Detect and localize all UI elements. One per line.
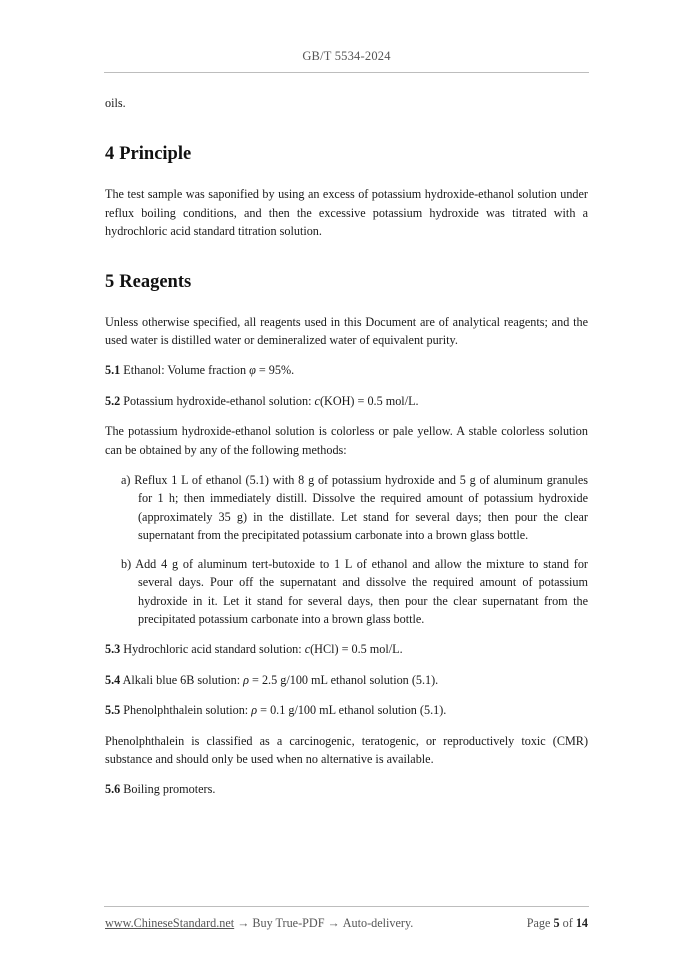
section-5-heading: [105, 271, 588, 293]
clause-5-5-text: Phenolphthalein solution:: [123, 703, 252, 718]
clause-5-1-text: Ethanol: Volume fraction: [123, 363, 250, 378]
page-body: [105, 94, 588, 799]
concentration-symbol: c: [314, 393, 320, 408]
header-divider: [104, 72, 589, 73]
section-5-title: Reagents: [119, 271, 192, 292]
clause-5-4: [105, 671, 588, 689]
phi-symbol: φ: [249, 363, 256, 378]
clause-5-5-number: 5.5: [105, 703, 121, 718]
clause-5-6: [105, 780, 588, 798]
method-a: [105, 471, 588, 545]
clause-5-1-value: = 95%.: [255, 363, 295, 378]
section-5-number: 5: [105, 271, 115, 292]
clause-5-3-value: (HCl) = 0.5 mol/L.: [310, 642, 403, 657]
chinese-standard-link[interactable]: www.ChineseStandard.net: [105, 916, 235, 930]
total-pages: 14: [575, 916, 588, 930]
section-4-number: 4: [105, 144, 115, 165]
section-4-title: Principle: [119, 144, 192, 165]
current-page: 5: [553, 916, 560, 930]
buy-true-pdf-text: Buy True-PDF: [252, 916, 325, 930]
auto-delivery-text: Auto-delivery.: [342, 916, 414, 930]
clause-5-6-text: Boiling promoters.: [123, 782, 216, 797]
rho-symbol: ρ: [251, 703, 258, 718]
method-b: [105, 555, 588, 629]
clause-5-3-number: 5.3: [105, 642, 121, 657]
of-label: of: [562, 916, 573, 930]
rho-symbol: ρ: [243, 672, 249, 687]
clause-5-5: [105, 701, 588, 719]
clause-5-3: [105, 640, 588, 658]
clause-5-2-value: (KOH) = 0.5 mol/L.: [319, 393, 419, 408]
clause-5-1: [105, 361, 588, 379]
arrow-right-icon: →: [327, 916, 340, 930]
footer-links: [105, 916, 413, 931]
clause-5-3-text: Hydrochloric acid standard solution:: [123, 642, 305, 657]
page-label: Page: [526, 916, 551, 930]
section-4-heading: [105, 143, 588, 165]
page-number: [527, 916, 588, 931]
continued-paragraph: oils.: [105, 96, 126, 110]
section-4-body: The test sample was saponified by using an excess of potassium hydroxide-ethanol solution under reflux boiling conditions, and then the excessive potassium hydroxide was titrated with a hydrochloric acid standard titration solution.: [105, 187, 588, 239]
clause-5-4-value: = 2.5 g/100 mL ethanol solution (5.1).: [249, 672, 439, 687]
arrow-right-icon: →: [237, 916, 250, 930]
clause-5-6-number: 5.6: [105, 782, 121, 797]
section-5-intro: Unless otherwise specified, all reagents used in this Document are of analytical reagents; and the used water is distilled water or demineralized water of equivalent purity.: [105, 314, 588, 348]
clause-5-2: [105, 392, 588, 410]
clause-5-2-note: The potassium hydroxide-ethanol solution is colorless or pale yellow. A stable colorless solution can be obtained by any of the following methods:: [105, 424, 588, 457]
method-a-text: Reflux 1 L of ethanol (5.1) with 8 g of potassium hydroxide and 5 g of aluminum granules for 1 h; then immediately distill. Dissolve the required amount of potassium hydroxide (approximately 35 g) in the distillate. Let stand for several days; then pour the clear supernatant from the precipitated potassium carbonate into a brown glass bottle.: [134, 473, 589, 543]
clause-5-4-text: Alkali blue 6B solution:: [122, 672, 244, 687]
footer-divider: [104, 906, 589, 907]
method-b-text: Add 4 g of aluminum tert-butoxide to 1 L of ethanol and allow the mixture to stand for several days. Pour off the supernatant and dissolve the required amount of potassium hydroxide in it. Let it stand for several days, then pour the clear supernatant from the precipitated potassium carbonate into a brown glass bottle.: [135, 556, 588, 626]
concentration-symbol: c: [304, 642, 311, 657]
clause-5-1-number: 5.1: [105, 363, 121, 378]
clause-5-5-value: = 0.1 g/100 mL ethanol solution (5.1).: [257, 703, 447, 718]
page-footer: [105, 916, 588, 931]
clause-5-2-text: Potassium hydroxide-ethanol solution:: [123, 393, 315, 408]
document-code-header: GB/T 5534-2024: [302, 49, 391, 63]
method-a-label: a): [121, 473, 131, 488]
clause-5-2-number: 5.2: [105, 393, 121, 408]
clause-5-4-number: 5.4: [105, 672, 121, 687]
method-b-label: b): [121, 556, 132, 571]
clause-5-5-note: Phenolphthalein is classified as a carcinogenic, teratogenic, or reproductively toxic (CMR) substance and should only be used when no alternative is available.: [105, 733, 588, 766]
